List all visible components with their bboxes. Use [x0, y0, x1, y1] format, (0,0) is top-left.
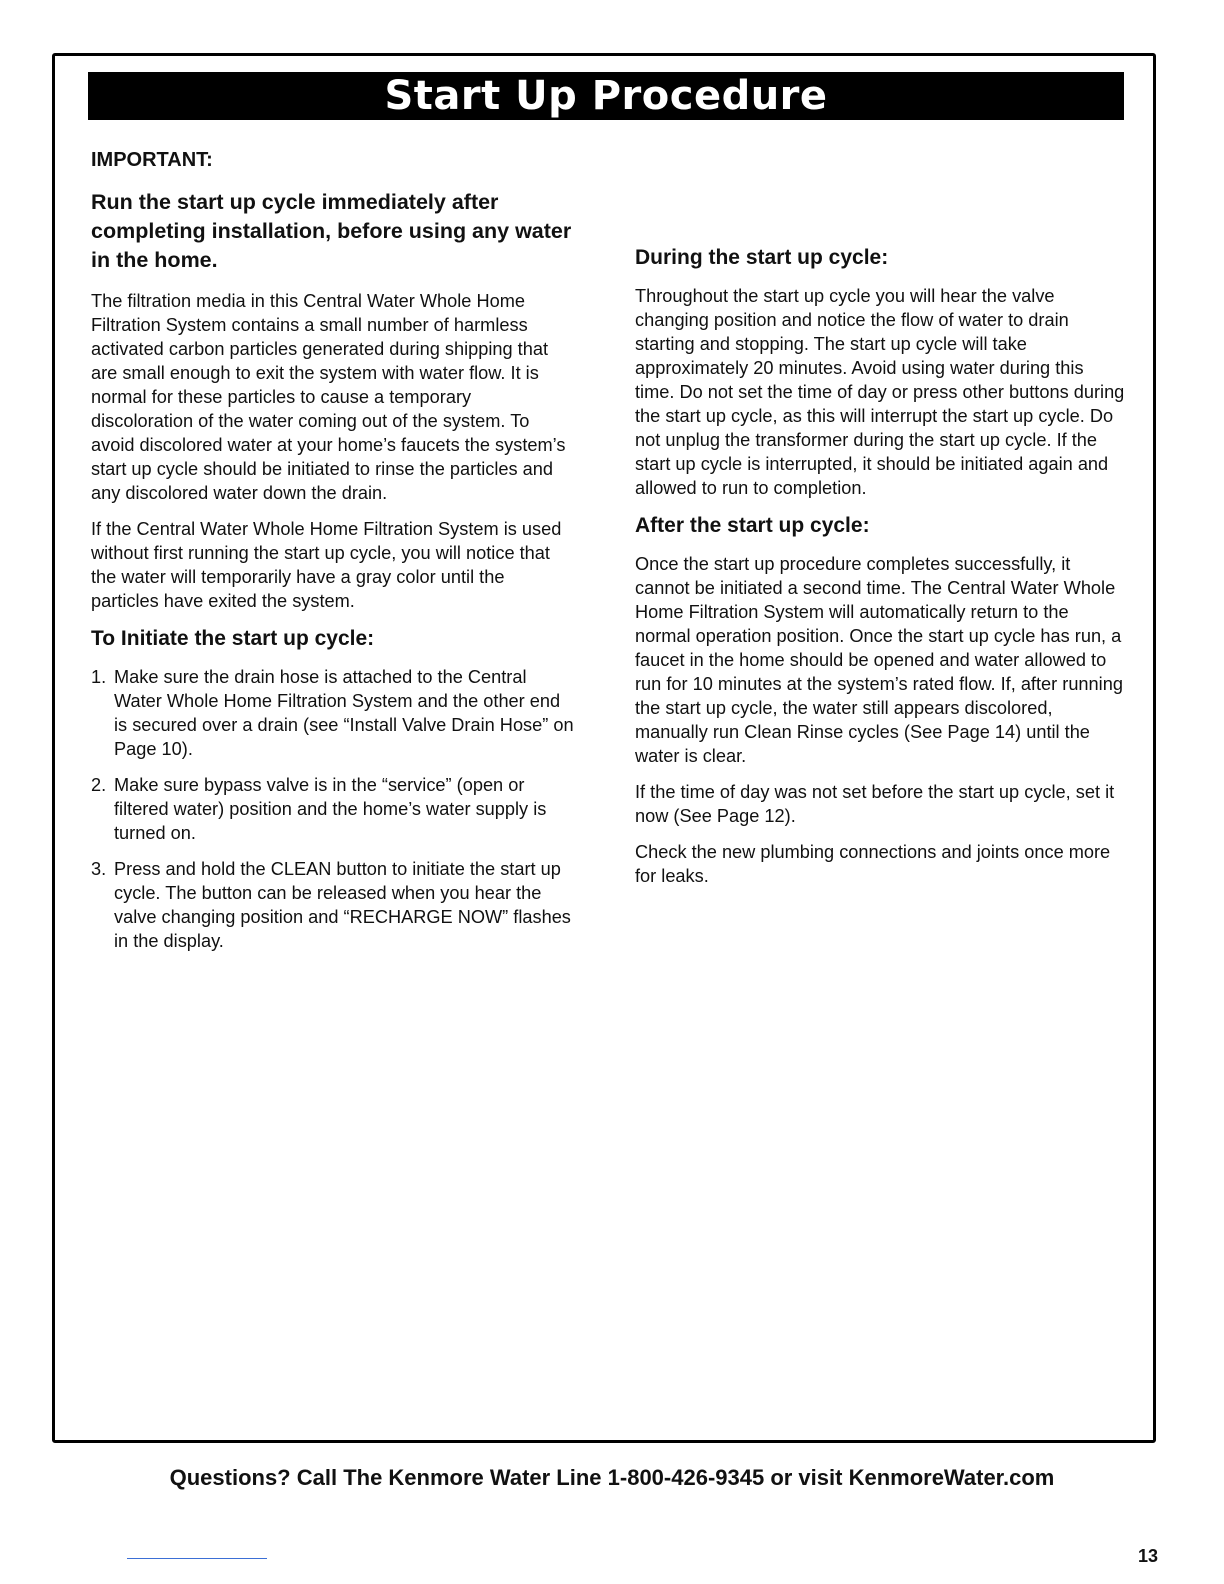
right-column: [635, 244, 1127, 900]
page-title: Start Up Procedure: [384, 73, 828, 119]
step-text: Press and hold the CLEAN button to initiate the start up cycle. The button can be released when you hear the valve changing position and “RECHARGE NOW” flashes in the display.: [114, 859, 571, 951]
lead-warning: Run the start up cycle immediately after completing installation, before using any water in the home.: [91, 190, 572, 272]
leak-check-paragraph: Check the new plumbing connections and joints once more for leaks.: [635, 842, 1111, 886]
during-heading: During the start up cycle:: [635, 246, 889, 269]
title-banner: [88, 72, 1124, 120]
list-item: [91, 773, 577, 845]
left-column: [91, 148, 577, 965]
after-paragraph: Once the start up procedure completes successfully, it cannot be initiated a second time. The Central Water Whole Home Filtration System will automatically return to the normal operation position. Once the start up cycle has run, a faucet in the home should be opened and water allowed to run for 10 minutes at the system’s rated flow. If, after running the start up cycle, the water still appears discolored, manually run Clean Rinse cycles (See Page 14) until the water is clear.: [635, 554, 1123, 766]
step-number: 2.: [91, 775, 107, 795]
time-of-day-paragraph: If the time of day was not set before the start up cycle, set it now (See Page 12).: [635, 782, 1115, 826]
link-underline: [127, 1558, 267, 1559]
footer-contact: Questions? Call The Kenmore Water Line 1-800-426-9345 or visit KenmoreWater.com: [169, 1465, 1055, 1490]
list-item: [91, 857, 577, 953]
initiate-heading: To Initiate the start up cycle:: [91, 627, 375, 650]
important-label: IMPORTANT:: [91, 149, 213, 171]
step-number: 1.: [91, 667, 107, 687]
step-number: 3.: [91, 859, 107, 879]
step-text: Make sure bypass valve is in the “service” (open or filtered water) position and the home’s water supply is turned on.: [114, 775, 547, 843]
intro-paragraph: The filtration media in this Central Water Whole Home Filtration System contains a small number of harmless activated carbon particles generated during shipping that are small enough to exit the system with water flow. It is normal for these particles to cause a temporary discoloration of the water coming out of the system. To avoid discolored water at your home’s faucets the system’s start up cycle should be initiated to rinse the particles and any discolored water down the drain.: [91, 291, 566, 503]
page-number: 13: [1138, 1546, 1159, 1566]
during-paragraph: Throughout the start up cycle you will hear the valve changing position and notice the flow of water to drain starting and stopping. The start up cycle will take approximately 20 minutes. Avoid using water during this time. Do not set the time of day or press other buttons during the start up cycle, as this will interrupt the start up cycle. Do not unplug the transformer during the start up cycle. If the start up cycle is interrupted, it should be initiated again and allowed to run to completion.: [635, 286, 1125, 498]
gray-water-paragraph: If the Central Water Whole Home Filtration System is used without first running the start up cycle, you will notice that the water will temporarily have a gray color until the particles have exited the system.: [91, 519, 562, 611]
initiate-steps-list: [91, 665, 577, 953]
step-text: Make sure the drain hose is attached to the Central Water Whole Home Filtration System and the other end is secured over a drain (see “Install Valve Drain Hose” on Page 10).: [114, 667, 574, 759]
list-item: [91, 665, 577, 761]
after-heading: After the start up cycle:: [635, 514, 870, 537]
